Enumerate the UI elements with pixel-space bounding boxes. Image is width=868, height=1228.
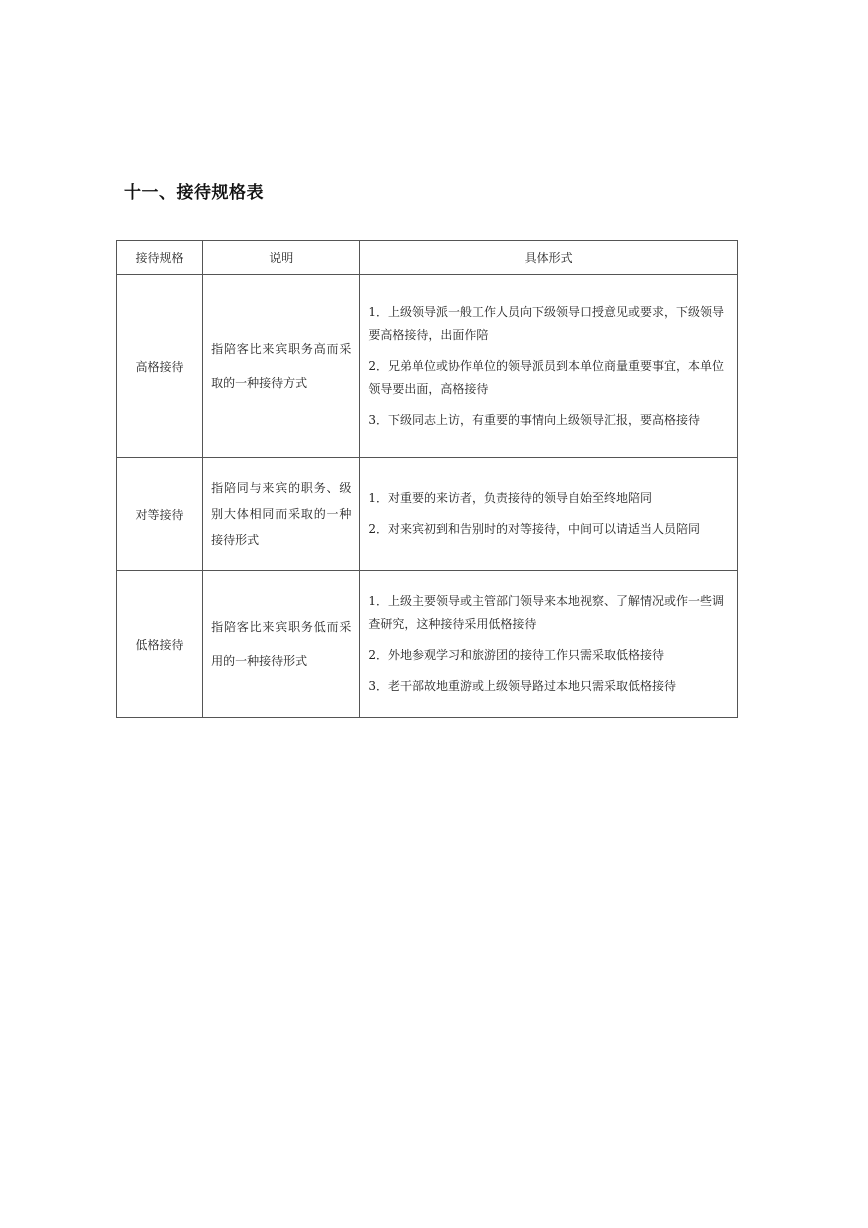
row-level: 高格接待 bbox=[117, 275, 203, 458]
row-description: 指陪同与来宾的职务、级别大体相同而采取的一种接待形式 bbox=[203, 458, 360, 571]
page-title: 十一、接待规格表 bbox=[124, 183, 264, 203]
form-item: 1．上级领导派一般工作人员向下级领导口授意见或要求，下级领导要高格接待，出面作陪 bbox=[368, 304, 725, 342]
row-description: 指陪客比来宾职务低而采用的一种接待形式 bbox=[203, 571, 360, 718]
form-item: 2．外地参观学习和旅游团的接待工作只需采取低格接待 bbox=[368, 648, 665, 662]
table-row bbox=[117, 275, 738, 458]
header-description: 说明 bbox=[203, 241, 360, 275]
form-item: 2．兄弟单位或协作单位的领导派员到本单位商量重要事宜，本单位领导要出面，高格接待 bbox=[368, 358, 725, 396]
row-forms bbox=[360, 571, 738, 718]
form-item: 1．上级主要领导或主管部门领导来本地视察、了解情况或作一些调查研究，这种接待采用低格接待 bbox=[368, 594, 725, 631]
row-description: 指陪客比来宾职务高而采取的一种接待方式 bbox=[203, 275, 360, 458]
form-item: 2．对来宾初到和告别时的对等接待，中间可以请适当人员陪同 bbox=[368, 522, 701, 536]
header-forms: 具体形式 bbox=[360, 241, 738, 275]
reception-spec-table bbox=[116, 240, 738, 718]
table-row bbox=[117, 458, 738, 571]
row-forms bbox=[360, 275, 738, 458]
form-item: 3．老干部故地重游或上级领导路过本地只需采取低格接待 bbox=[368, 679, 677, 693]
row-level: 低格接待 bbox=[117, 571, 203, 718]
form-item: 3．下级同志上访，有重要的事情向上级领导汇报，要高格接待 bbox=[368, 412, 701, 427]
row-forms bbox=[360, 458, 738, 571]
table-header-row bbox=[117, 241, 738, 275]
row-level: 对等接待 bbox=[117, 458, 203, 571]
form-item: 1．对重要的来访者，负责接待的领导自始至终地陪同 bbox=[368, 491, 653, 505]
table-row bbox=[117, 571, 738, 718]
header-level: 接待规格 bbox=[117, 241, 203, 275]
